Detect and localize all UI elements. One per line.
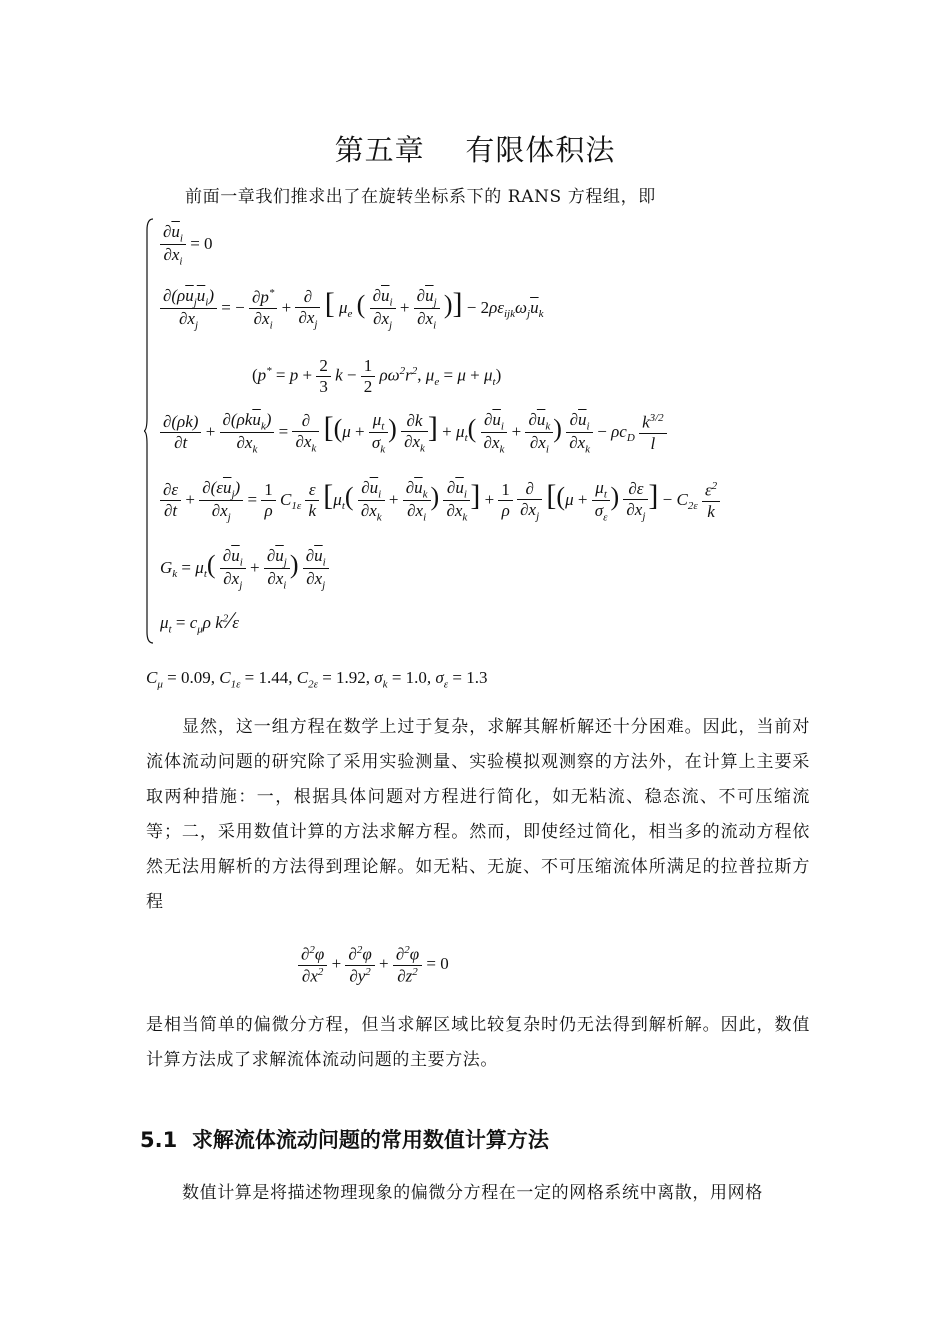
intro-text: 前面一章我们推求出了在旋转坐标系下的 RANS 方程组，即 [185, 187, 656, 207]
mut-equation: $\mu_t = c_\mu\rho$ $k^2∕\varepsilon$ [160, 608, 239, 636]
momentum-equation: $\frac{\partial(\rho\overline{u}_j\overline{u}_i)}{\partial x_j}$ = − $\frac{\partial p^*}{\partial x_i}$ + $\frac{\partial}{\partial x_j}$ [ $\mu_e$ ( $\frac{\partial\overline{u}_i}{\partial x_j}$ + $\frac{\partial\overline{u}_j}{\partial x_i}$ )] − $2\rho\varepsilon_{ijk}\omega_j\overline{u}_k$ [160, 286, 543, 332]
laplace-equation: $\frac{\partial^2\varphi}{\partial x^2}$ + $\frac{\partial^2\varphi}{\partial y^2}$ + $\frac{\partial^2\varphi}{\partial z^2}$ = 0 [298, 944, 449, 986]
left-brace [144, 218, 154, 644]
constants-line: $C_\mu = 0.09$, $C_{1\varepsilon} = 1.44$, $C_{2\varepsilon} = 1.92$, $\sigma_k = 1.0$, $\sigma_\varepsilon = 1.3$ [146, 668, 488, 691]
body-paragraph-3: 数值计算是将描述物理现象的偏微分方程在一定的网格系统中离散，用网格 [182, 1183, 763, 1203]
epsilon-equation: $\frac{\partial\varepsilon}{\partial t}$ + $\frac{\partial(\varepsilon\overline{u}_j)}{\partial x_j}$ = $\frac{1}{\rho}$ $C_{1\varepsilon}$ $\frac{\varepsilon}{k}$ [$\mu_t$( $\frac{\partial\overline{u}_i}{\partial x_k}$ + $\frac{\partial\overline{u}_k}{\partial x_i}$ ) $\frac{\partial\overline{u}_i}{\partial x_k}$ ] + $\frac{1}{\rho}$ $\frac{\partial}{\partial x_j}$ [(μ + $\frac{\mu_t}{\sigma_\varepsilon}$ ) $\frac{\partial\varepsilon}{\partial x_j}$ ] − $C_{2\varepsilon}$ $\frac{\varepsilon^2}{k}$ [160, 478, 720, 524]
gk-equation: $G_k = \mu_t$( $\frac{\partial\overline{u}_i}{\partial x_j}$ + $\frac{\partial\overline{u}_j}{\partial x_i}$ ) $\frac{\partial\overline{u}_i}{\partial x_j}$ [160, 546, 329, 592]
k-equation: $\frac{\partial(\rho k)}{\partial t}$ + $\frac{\partial(\rho k\overline{u}_k)}{\partial x_k}$ = $\frac{\partial}{\partial x_k}$ [(μ + $\frac{\mu_t}{\sigma_k}$ ) $\frac{\partial k}{\partial x_k}$ ] + $\mu_t$( $\frac{\partial\overline{u}_i}{\partial x_k}$ + $\frac{\partial\overline{u}_k}{\partial x_i}$ ) $\frac{\partial\overline{u}_i}{\partial x_k}$ − $\rho c_D$ $\frac{k^{3/2}}{l}$ [160, 410, 667, 456]
section-heading: 5.1 求解流体流动问题的常用数值计算方法 [140, 1128, 549, 1152]
pressure-definition: (p* = p + $\frac{2}{3}$ k − $\frac{1}{2}$ $\rho\omega^2r^2$, $\mu_e = \mu + \mu_t$) [252, 356, 502, 396]
chapter-title: 第五章 有限体积法 [334, 133, 616, 167]
body-paragraph-1: 显然，这一组方程在数学上过于复杂，求解其解析解还十分困难。因此，当前对流体流动问题的研究除了采用实验测量、实验模拟观测察的方法外，在计算上主要采取两种措施：一，根据具体问题对方程进行简化，如无粘流、稳态流、不可压缩流等；二，采用数值计算的方法求解方程。然而，即使经过简化，相当多的流动方程依然无法用解析的方法得到理论解。如无粘、无旋、不可压缩流体所满足的拉普拉斯方程 [146, 717, 810, 912]
body-paragraph-2: 是相当简单的偏微分方程，但当求解区域比较复杂时仍无法得到解析解。因此，数值计算方法成了求解流体流动问题的主要方法。 [146, 1015, 810, 1070]
continuity-equation: $\frac{\partial\overline{u}_i}{\partial x_i}$ = 0 [160, 222, 213, 268]
